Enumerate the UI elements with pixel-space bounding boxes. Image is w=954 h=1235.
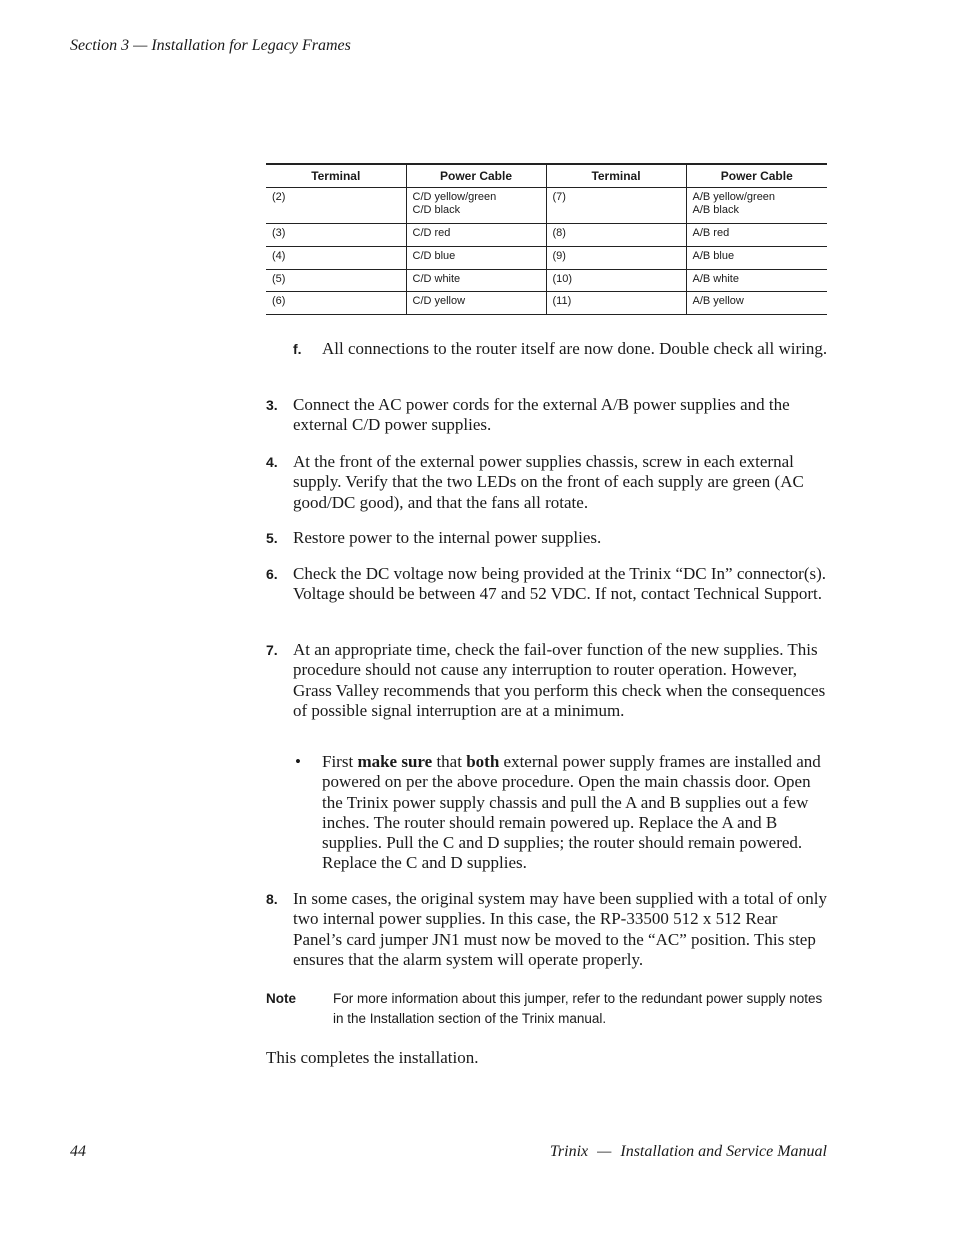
bullet-symbol: • [295,752,301,771]
column-header-power-cable: Power Cable [686,164,827,188]
table-cell: A/B red [686,224,827,247]
table-cell: (9) [546,247,686,270]
table-cell: (7) [546,188,686,224]
bullet-text-part: that [432,752,467,771]
bullet-emphasis: make sure [357,752,433,771]
closing-text: This completes the installation. [266,1048,479,1067]
footer-separator: — [597,1143,612,1160]
note-label: Note [266,991,296,1006]
table-cell: (5) [266,270,406,292]
step-number: 7. [266,642,278,658]
column-header-terminal: Terminal [546,164,686,188]
table-cell: (11) [546,292,686,315]
step-8 [266,889,828,970]
table-cell: (2) [266,188,406,224]
table-cell: A/B white [686,270,827,292]
table-cell: A/B blue [686,247,827,270]
column-header-terminal: Terminal [266,164,406,188]
step-number: 5. [266,530,278,546]
table-row [266,292,827,315]
table-row [266,270,827,292]
table-cell: C/D white [406,270,546,292]
step-4 [266,452,828,513]
step-number: 8. [266,891,278,907]
step-3 [266,395,828,436]
note-block [266,989,828,1028]
power-cable-table [266,163,827,315]
table-cell: (8) [546,224,686,247]
table-cell: C/D yellow [406,292,546,315]
table-cell: A/B yellow [686,292,827,315]
step-number: 3. [266,397,278,413]
step-text: Restore power to the internal power supplies. [293,528,602,547]
step-5 [266,528,828,548]
step-6 [266,564,828,605]
table-cell: (4) [266,247,406,270]
note-text: For more information about this jumper, refer to the redundant power supply notes in the Installation section of the Trinix manual. [333,991,823,1026]
bullet-failover-check [293,752,828,874]
step-number: 4. [266,454,278,470]
table-cell: (10) [546,270,686,292]
table-row [266,224,827,247]
step-text: Check the DC voltage now being provided at the Trinix “DC In” connector(s). Voltage should be between 47 and 52 VDC. If not, contact Technical Support. [293,564,827,604]
step-number: f. [293,341,302,357]
step-text: At the front of the external power supplies chassis, screw in each external supply. Verify that the two LEDs on the front of each supply are green (AC good/DC good), and that the fans all rotate. [293,452,804,512]
bullet-emphasis: both [466,752,500,771]
table-row [266,247,827,270]
table-cell: C/D red [406,224,546,247]
table-cell: (3) [266,224,406,247]
table-cell: (6) [266,292,406,315]
column-header-power-cable: Power Cable [406,164,546,188]
table-header-row [266,164,827,188]
step-number: 6. [266,566,278,582]
page-number: 44 [70,1143,86,1160]
step-text: In some cases, the original system may have been supplied with a total of only two internal power supplies. In this case, the RP-33500 512 x 512 Rear Panel’s card jumper JN1 must now be moved to the “AC” position. This step ensures that the alarm system will operate properly. [293,889,827,969]
step-7 [266,640,828,721]
step-text: All connections to the router itself are now done. Double check all wiring. [322,339,828,358]
table-cell: C/D yellow/green C/D black [406,188,546,224]
bullet-text-part: First [322,752,358,771]
step-text: At an appropriate time, check the fail-over function of the new supplies. This procedure should not cause any interruption to router operation. However, Grass Valley recommends that you perform this check when the consequences of possible signal interruption are at a minimum. [293,640,826,720]
table-cell: A/B yellow/green A/B black [686,188,827,224]
table-cell: C/D blue [406,247,546,270]
step-text: Connect the AC power cords for the external A/B power supplies and the external C/D power supplies. [293,395,790,435]
footer-title: Installation and Service Manual [620,1143,827,1160]
bullet-text-part: external power supply frames are installed and powered on per the above procedure. Open the main chassis door. Open the Trinix power supply chassis and pull the A and B supplies out a few inches. The router should remain powered up. Replace the A and B supplies. Pull the C and D supplies; the router should remain powered. Replace the C and D supplies. [322,752,821,873]
substep-f [293,339,828,359]
footer-product: Trinix [549,1143,589,1160]
table-row [266,188,827,224]
running-footer [550,1143,827,1161]
bullet-text [322,752,828,874]
running-header: Section 3 — Installation for Legacy Frames [70,37,351,54]
